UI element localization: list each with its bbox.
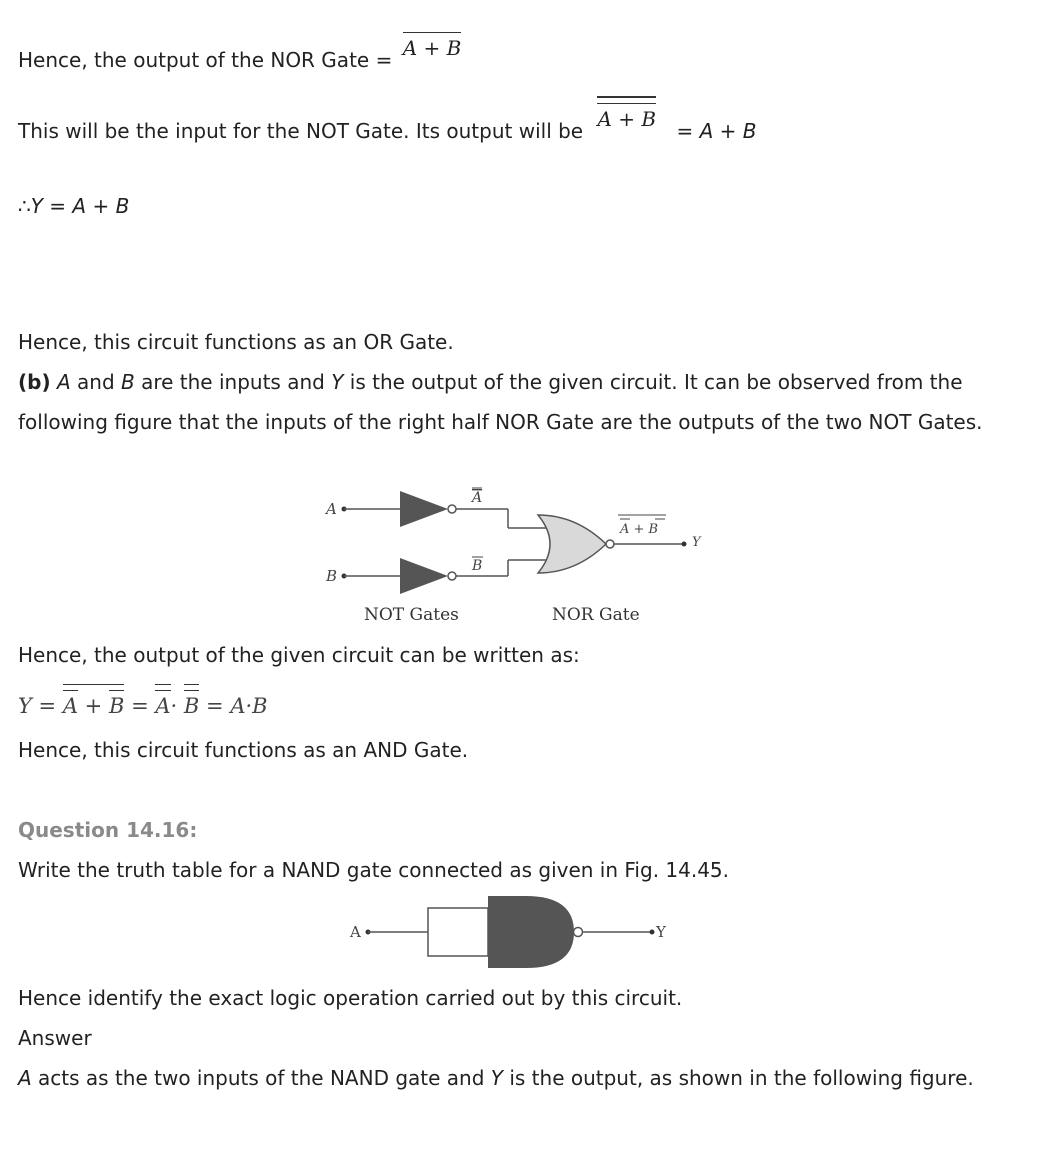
fig2-label-a: A xyxy=(350,923,361,941)
not-output-expr: A + B xyxy=(597,103,656,131)
not-output-text: This will be the input for the NOT Gate. Its output will be xyxy=(18,119,584,143)
eq-y: Y = xyxy=(18,694,57,718)
not-output-result: = A + B xyxy=(676,119,757,143)
or-gate-conclusion: Hence, this circuit functions as an OR Gate. xyxy=(18,330,454,354)
var-a: A xyxy=(56,370,71,394)
nand-circuit-diagram xyxy=(340,890,680,972)
var-y: Y xyxy=(331,370,344,394)
fig2-label-y: Y xyxy=(656,923,666,941)
part-b-text-2: are the inputs and xyxy=(134,370,332,394)
var-b: B xyxy=(121,370,135,394)
question-heading: Question 14.16: xyxy=(18,818,198,842)
not-nor-circuit-diagram xyxy=(300,478,740,628)
fig1-label-out: A + B xyxy=(620,522,659,537)
caption-not-gates: NOT Gates xyxy=(364,605,459,625)
caption-nor-gate: NOR Gate xyxy=(552,605,640,625)
part-b-paragraph xyxy=(18,362,1028,442)
answer-label: Answer xyxy=(18,1026,92,1050)
nor-output-line xyxy=(18,36,462,72)
part-b-label: (b) xyxy=(18,370,51,394)
answer-paragraph xyxy=(18,1058,1028,1098)
fig1-label-b: B xyxy=(326,567,338,585)
fig1-label-a: A xyxy=(326,500,337,518)
nand-gate xyxy=(488,896,574,968)
answer-text-2: is the output, as shown in the following figure. xyxy=(502,1066,974,1090)
not-gate-a xyxy=(400,491,448,527)
fig1-label-y: Y xyxy=(692,535,701,550)
eq-dot: · xyxy=(170,694,178,718)
eq-mid: = xyxy=(131,694,149,718)
nor-gate xyxy=(538,515,606,573)
boolean-equation: Y = A + B = A· B = A·B xyxy=(18,684,268,718)
fig1-label-a-bar: A xyxy=(472,490,483,506)
not-gate-b xyxy=(400,558,448,594)
nor-output-expr: A + B xyxy=(403,32,462,60)
tied-inputs-box xyxy=(428,908,488,956)
answer-var-y: Y xyxy=(490,1066,503,1090)
therefore-line: ∴Y = A + B xyxy=(18,194,130,218)
eq-tail: = A·B xyxy=(206,694,268,718)
fig1-label-b-bar: B xyxy=(472,558,483,574)
identify-operation-text: Hence identify the exact logic operation carried out by this circuit. xyxy=(18,986,683,1010)
not-output-line xyxy=(18,108,756,143)
answer-text-1: acts as the two inputs of the NAND gate and xyxy=(31,1066,491,1090)
question-text: Write the truth table for a NAND gate connected as given in Fig. 14.45. xyxy=(18,858,730,882)
answer-var-a: A xyxy=(18,1066,32,1090)
part-b-text-3: is the output of the given circuit. It can be observed from the following figure that the inputs of the right half NOR Gate are the outputs of the two NOT Gates. xyxy=(18,370,983,434)
part-b-text-1: and xyxy=(70,370,121,394)
nor-output-text: Hence, the output of the NOR Gate = xyxy=(18,48,393,72)
output-written-as: Hence, the output of the given circuit can be written as: xyxy=(18,643,580,667)
and-gate-conclusion: Hence, this circuit functions as an AND Gate. xyxy=(18,738,469,762)
